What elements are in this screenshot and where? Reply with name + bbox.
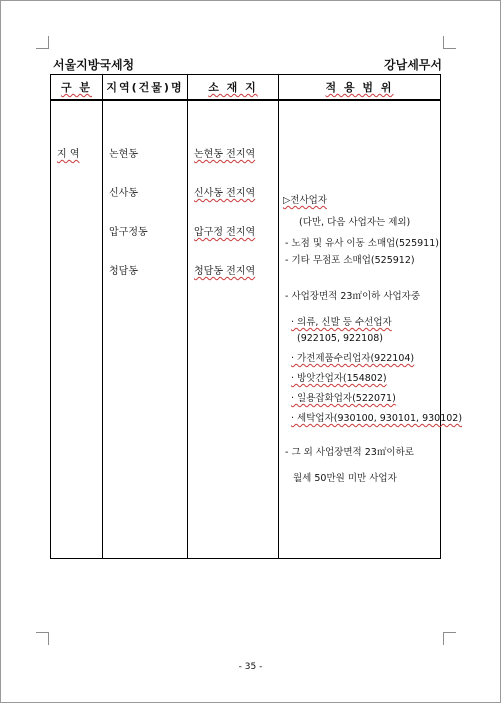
- area-name: 신사동: [109, 188, 138, 199]
- column-header-location: 소 재 지: [188, 75, 279, 101]
- scope-line: 월세 50만원 미만 사업자: [293, 473, 397, 484]
- scope-line: - 사업장면적 23㎡이하 사업자중: [285, 291, 421, 302]
- scope-line: · 의류, 신발 등 수선업자: [291, 317, 392, 328]
- column-header-area-name: 지역(건물)명: [103, 75, 188, 101]
- location-cell: [188, 100, 279, 559]
- scope-line: (922105, 922108): [297, 333, 383, 344]
- page-number: - 35 -: [238, 662, 263, 672]
- location-text: 청담동 전지역: [194, 266, 256, 277]
- table-row: [51, 100, 441, 559]
- scope-line: · 일용잡화업자(522071): [291, 393, 396, 404]
- crop-mark-top-left: [36, 36, 49, 49]
- header-agency: 서울지방국세청: [53, 58, 135, 72]
- column-header-scope: 적 용 범 위: [279, 75, 441, 101]
- column-header-category: 구 분: [51, 75, 103, 101]
- area-name: 청담동: [109, 266, 138, 277]
- area-name: 압구정동: [109, 227, 148, 238]
- scope-line: · 세탁업자(930100, 930101, 930102): [291, 413, 463, 424]
- scope-line: (다만, 다음 사업자는 제외): [299, 217, 411, 228]
- scope-line: - 노점 및 유사 이동 소매업(525911): [285, 238, 439, 249]
- header-office: 강남세무서: [384, 58, 442, 72]
- scope-line: - 기타 무점포 소매업(525912): [285, 255, 415, 266]
- crop-mark-top-right: [443, 36, 456, 49]
- crop-mark-bottom-right: [443, 632, 456, 645]
- region-table: [50, 74, 463, 559]
- location-text: 논현동 전지역: [194, 149, 256, 160]
- scope-cell: [279, 100, 463, 559]
- scope-line: ▷전사업자: [283, 195, 328, 206]
- crop-mark-bottom-left: [36, 632, 49, 645]
- area-name: 논현동: [109, 149, 138, 160]
- location-text: 신사동 전지역: [194, 188, 256, 199]
- scope-line: - 그 외 사업장면적 23㎡이하로: [285, 447, 414, 458]
- scope-line: · 가전제품수리업자(922104): [291, 353, 415, 364]
- category-label: 지 역: [57, 149, 80, 160]
- area-cell: [103, 100, 188, 559]
- category-cell: [51, 100, 103, 559]
- location-text: 압구정 전지역: [194, 227, 256, 238]
- table-header-row: [51, 75, 441, 101]
- scope-line: · 방앗간업자(154802): [291, 373, 387, 384]
